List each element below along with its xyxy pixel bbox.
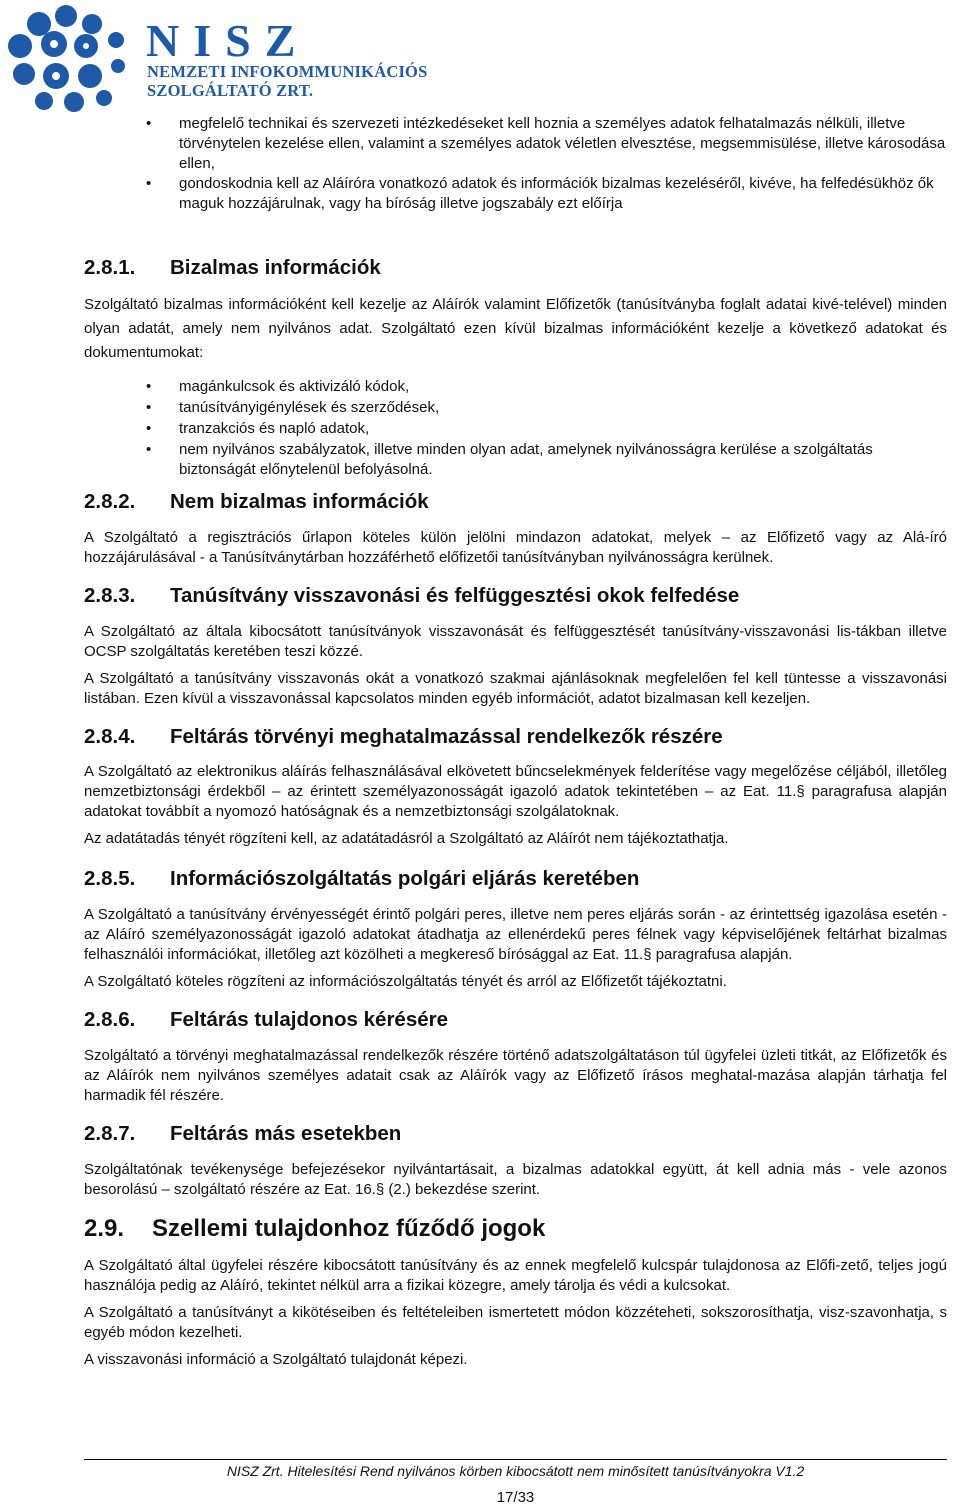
paragraph: A Szolgáltató a regisztrációs űrlapon köteles külön jelölni mindazon adatokat, melyek – az Előfizető vagy az Alá-író hozzájárulásával - a Tanúsítványtárban hozzáférhető előfizetői tanúsítványban nyilvánosságra kerülnek.: [84, 529, 947, 566]
list-item: • megfelelő technikai és szervezeti intézkedéseket kell hoznia a személyes adatok felhatalmazás nélküli, illetve törvénytelen kezelése ellen, valamint a személyes adatok véletlen elvesztése, megsemmisülése, illetve károsodása ellen,: [146, 115, 946, 172]
paragraph: A Szolgáltató a tanúsítványt a kikötéseiben és feltételeiben ismertetett módon közzéteheti, sokszorosíthatja, visz-szavonhatja, s egyéb módon kezelheti.: [84, 1304, 947, 1341]
bullet-icon: •: [146, 175, 152, 192]
list-item: • gondoskodnia kell az Aláíróra vonatkozó adatok és információk bizalmas kezeléséről, kivéve, ha felfedésükhöz ők maguk hozzájárulnak, vagy ha bíróság illetve jogszabály ezt előírja: [146, 175, 934, 212]
footer-text: NISZ Zrt. Hitelesítési Rend nyilvános körben kibocsátott nem minősített tanúsítványokra V1.2: [226, 1463, 805, 1479]
section-heading-2-8-4: 2.8.4. Feltárás törvényi meghatalmazással rendelkezők részére: [84, 725, 723, 748]
logo-dots-icon: [6, 4, 136, 114]
company-logo: [6, 4, 428, 114]
paragraph: A Szolgáltató által ügyfelei részére kibocsátott tanúsítvány és az ennek megfelelő kulcspár tulajdonosa az Előfi-zető, teljes jogú használója pedig az Aláíró, tekintet nélkül arra a fizikai közegre, amely tárolja és védi a kulcsokat.: [84, 1257, 947, 1294]
bullet-icon: •: [146, 420, 152, 437]
list-item: • tanúsítványigénylések és szerződések,: [146, 399, 440, 416]
paragraph: A Szolgáltató köteles rögzíteni az információszolgáltatás tényét és arról az Előfizetőt tájékoztatni.: [84, 973, 727, 990]
paragraph: Az adatátadás tényét rögzíteni kell, az adatátadásról a Szolgáltató az Aláírót nem tájékoztathatja.: [84, 830, 729, 847]
list-item: • magánkulcsok és aktivizáló kódok,: [146, 378, 410, 395]
section-heading-2-8-2: 2.8.2. Nem bizalmas információk: [84, 490, 429, 513]
section-heading-2-8-3: 2.8.3. Tanúsítvány visszavonási és felfüggesztési okok felfedése: [84, 584, 740, 607]
paragraph: A Szolgáltató a tanúsítvány érvényességét érintő polgári peres, illetve nem peres eljárás során - az érintettség igazolása esetén - az Aláíró személyazonosságát igazoló adatokat átadhatja az ellenérdekű peres félnek vagy képviselőjének feltárhat bizalmas felhasználói információkat, illetőleg azt közölheti a megkereső bírósággal az Eat. 11.§ paragrafusa alapján.: [84, 906, 947, 963]
paragraph: A Szolgáltató a tanúsítvány visszavonás okát a vonatkozó szakmai ajánlásoknak megfelelően fel kell tüntesse a visszavonási listában. Ezen kívül a visszavonással kapcsolatos minden egyéb információt, adatot bizalmasan kell kezeljen.: [84, 670, 947, 707]
bullet-icon: •: [146, 441, 152, 458]
paragraph: Szolgáltató a törvényi meghatalmazással rendelkezők részére történő adatszolgáltatáson túl ügyfelei üzleti titkát, az Előfizetők és az Aláírók nem nyilvános személyes adatait csak az Aláírók vagy az Előfizető írásos meghatal-mazása alapján tárhatja fel harmadik fél részére.: [84, 1047, 947, 1104]
paragraph: Szolgáltató bizalmas információként kell kezelje az Aláírók valamint Előfizetők (tanúsítványba foglalt adatai kivé-telével) minden olyan adatát, amely nem nyilvános adat. Szolgáltató ezen kívül bizalmas információként kezelje a következő adatokat és dokumentumokat:: [84, 296, 947, 361]
footer-divider: [84, 1459, 947, 1460]
paragraph: A visszavonási információ a Szolgáltató tulajdonát képezi.: [84, 1351, 468, 1368]
paragraph: A Szolgáltató az elektronikus aláírás felhasználásával elkövetett bűncselekmények felderítése vagy megelőzése céljából, illetőleg nemzetbiztonsági érdekből – az érintett személyazonosságát igazoló adatok tekintetében – az Eat. 11.§ paragrafusa alapján adatokat továbbít a nyomozó hatóságnak és a nemzetbiztonsági szolgálatoknak.: [84, 763, 947, 820]
list-item: • tranzakciós és napló adatok,: [146, 420, 370, 437]
paragraph: A Szolgáltató az általa kibocsátott tanúsítványok visszavonását és felfüggesztését tanúsítvány-visszavonási lis-tákban illetve OCSP szolgáltatás keretében teszi közzé.: [84, 623, 947, 660]
section-heading-2-8-6: 2.8.6. Feltárás tulajdonos kérésére: [84, 1008, 449, 1031]
document-body: [84, 114, 947, 1370]
confidential-bullet-list: [84, 377, 947, 480]
intro-bullet-list: [84, 114, 947, 214]
logo-subtitle-2: SZOLGÁLTATÓ ZRT.: [147, 81, 314, 100]
section-heading-2-9: 2.9. Szellemi tulajdonhoz fűződő jogok: [84, 1215, 546, 1242]
section-heading-2-8-7: 2.8.7. Feltárás más esetekben: [84, 1122, 402, 1145]
paragraph: Szolgáltatónak tevékenysége befejezésekor nyilvántartásait, a bizalmas adatokkal együtt, át kell adnia más - vele azonos besorolású – szolgáltató részére az Eat. 16.§ (2.) bekezdése szerint.: [84, 1161, 947, 1198]
bullet-icon: •: [146, 399, 152, 416]
logo-brand: NISZ: [146, 15, 310, 66]
section-heading-2-8-5: 2.8.5. Információszolgáltatás polgári eljárás keretében: [84, 867, 640, 890]
section-heading-2-8-1: 2.8.1. Bizalmas információk: [84, 256, 381, 279]
page-number: 17/33: [496, 1489, 535, 1506]
logo-subtitle-1: NEMZETI INFOKOMMUNIKÁCIÓS: [147, 62, 428, 81]
list-item: • nem nyilvános szabályzatok, illetve minden olyan adat, amelynek nyilvánosságra kerülése a szolgáltatás biztonságát előnytelenül befolyásolná.: [146, 441, 873, 478]
bullet-icon: •: [146, 378, 152, 395]
bullet-icon: •: [146, 115, 152, 132]
